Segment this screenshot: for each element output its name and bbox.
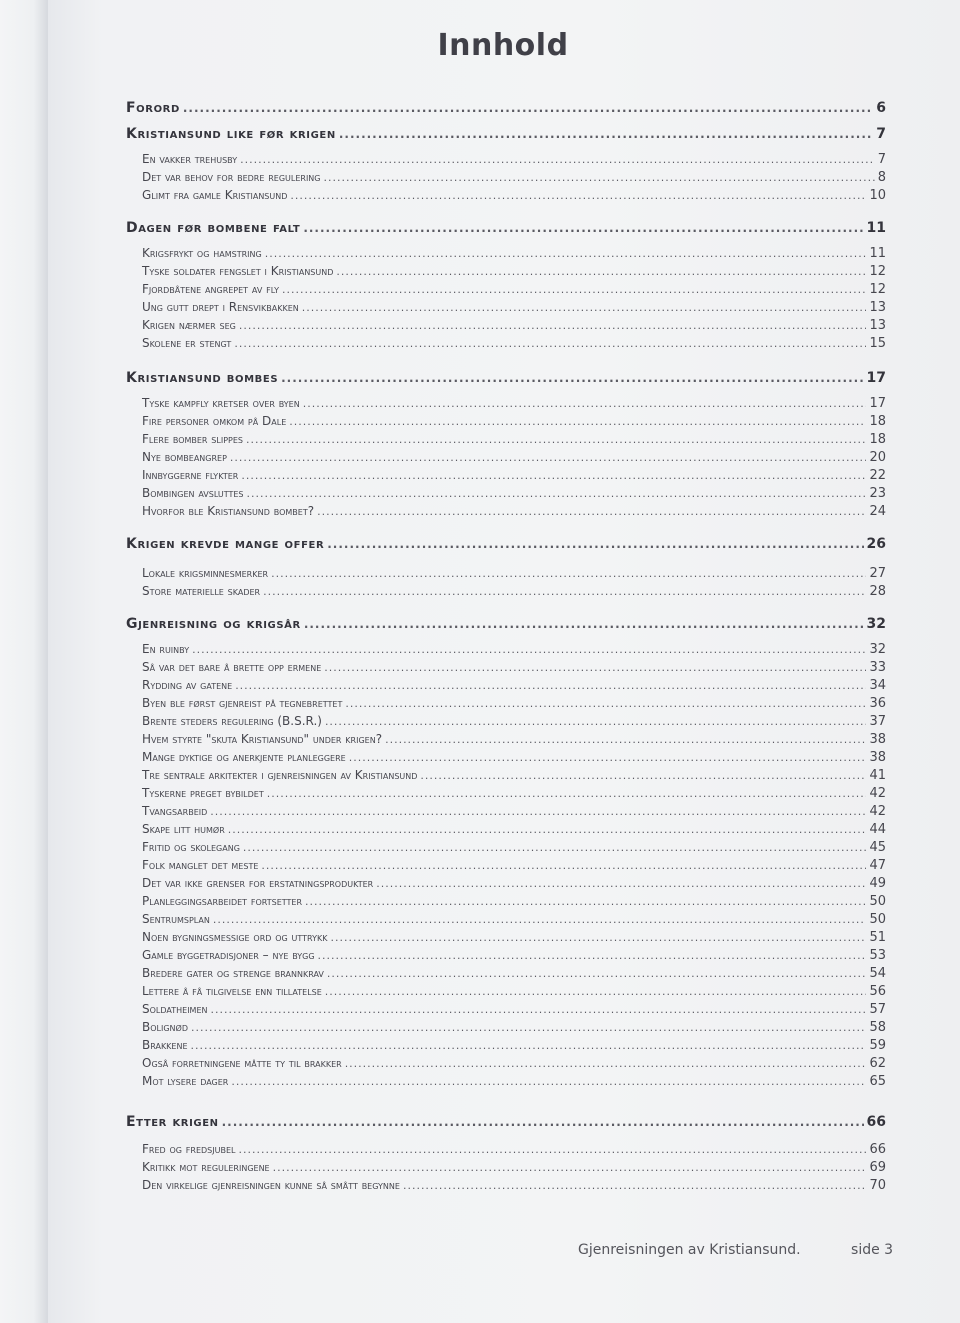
toc-section-entry (142, 984, 886, 999)
toc-entry-page-number: 8 (877, 170, 886, 185)
toc-section-entry (142, 768, 886, 783)
toc-entry-page-number: 41 (869, 768, 886, 783)
toc-section-entry (142, 732, 886, 747)
toc-entry-page-number: 26 (866, 536, 886, 552)
dot-leader (385, 733, 866, 746)
toc-entry-page-number: 10 (869, 188, 886, 203)
toc-entry-label: Mange dyktige og anerkjente planleggere (142, 750, 346, 764)
toc-section-entry (142, 1020, 886, 1035)
dot-leader (327, 967, 867, 980)
toc-entry-page-number: 6 (876, 100, 886, 116)
footer-book-title: Gjenreisningen av Kristiansund. (578, 1242, 801, 1258)
toc-entry-page-number: 32 (869, 642, 886, 657)
toc-section-entry (142, 170, 886, 185)
toc-entry-label: Tyske soldater fengslet i Kristiansund (142, 264, 334, 278)
toc-entry-page-number: 66 (869, 1142, 886, 1157)
dot-leader (403, 1179, 867, 1192)
toc-entry-label: Krigen krevde mange offer (126, 536, 325, 552)
dot-leader (210, 805, 866, 818)
toc-entry-label: Fjordbåtene angrepet av fly (142, 282, 280, 296)
toc-section-entry (142, 696, 886, 711)
toc-entry-page-number: 70 (869, 1178, 886, 1193)
footer-page-number: side 3 (851, 1242, 894, 1258)
toc-entry-page-number: 59 (869, 1038, 886, 1053)
toc-entry-label: Etter krigen (126, 1114, 219, 1130)
dot-leader (241, 469, 866, 482)
toc-entry-label: Hvem styrte "skuta Kristiansund" under krigen? (142, 732, 383, 746)
toc-entry-page-number: 22 (869, 468, 886, 483)
toc-entry-label: Store materielle skader (142, 584, 261, 598)
dot-leader (305, 895, 866, 908)
dot-leader (420, 769, 866, 782)
toc-entry-label: Soldatheimen (142, 1002, 208, 1016)
dot-leader (304, 617, 864, 631)
toc-entry-page-number: 49 (869, 876, 886, 891)
dot-leader (282, 283, 866, 296)
toc-section-entry (142, 1038, 886, 1053)
toc-section-entry (142, 1074, 886, 1089)
toc-entry-label: Hvorfor ble Kristiansund bombet? (142, 504, 315, 518)
toc-entry-label: Sentrumsplan (142, 912, 210, 926)
dot-leader (231, 1075, 866, 1088)
toc-entry-page-number: 23 (869, 486, 886, 501)
dot-leader (213, 913, 867, 926)
toc-section-entry (142, 1002, 886, 1017)
toc-entry-label: Krigen nærmer seg (142, 318, 236, 332)
toc-entry-label: Tre sentrale arkitekter i gjenreisningen av Kristiansund (142, 768, 418, 782)
dot-leader (222, 1115, 864, 1129)
toc-entry-label: Kristiansund like før krigen (126, 126, 336, 142)
toc-entry-page-number: 32 (866, 616, 886, 632)
dot-leader (318, 949, 867, 962)
toc-section-entry (142, 894, 886, 909)
toc-chapter-entry (126, 536, 886, 552)
toc-chapter-entry (126, 616, 886, 632)
dot-leader (235, 679, 866, 692)
toc-entry-page-number: 12 (869, 282, 886, 297)
toc-entry-page-number: 65 (869, 1074, 886, 1089)
dot-leader (267, 787, 867, 800)
toc-entry-label: Kritikk mot reguleringene (142, 1160, 270, 1174)
dot-leader (302, 301, 867, 314)
toc-entry-label: Flere bomber slippes (142, 432, 243, 446)
dot-leader (303, 397, 867, 410)
dot-leader (336, 265, 866, 278)
toc-section-entry (142, 246, 886, 261)
toc-entry-page-number: 28 (869, 584, 886, 599)
toc-entry-page-number: 15 (869, 336, 886, 351)
toc-section-entry (142, 858, 886, 873)
toc-section-entry (142, 414, 886, 429)
toc-entry-label: Bombingen avsluttes (142, 486, 244, 500)
toc-entry-page-number: 66 (866, 1114, 886, 1130)
toc-entry-label: Tyske kampfly kretser over byen (142, 396, 300, 410)
dot-leader (228, 823, 867, 836)
toc-entry-page-number: 42 (869, 786, 886, 801)
toc-section-entry (142, 504, 886, 519)
toc-entry-label: Krigsfrykt og hamstring (142, 246, 262, 260)
toc-entry-label: Fritid og skolegang (142, 840, 240, 854)
toc-section-entry (142, 566, 886, 581)
toc-section-entry (142, 750, 886, 765)
toc-section-entry (142, 642, 886, 657)
toc-entry-page-number: 13 (869, 318, 886, 333)
toc-entry-label: Glimt fra gamle Kristiansund (142, 188, 288, 202)
page-title: Innhold (437, 28, 569, 63)
dot-leader (289, 415, 866, 428)
toc-entry-page-number: 7 (877, 152, 886, 167)
toc-entry-label: Gjenreisning og krigsår (126, 616, 301, 632)
toc-entry-label: Skolene er stengt (142, 336, 232, 350)
toc-entry-label: Gamle byggetradisjoner – nye bygg (142, 948, 315, 962)
dot-leader (376, 877, 866, 890)
toc-entry-page-number: 38 (869, 750, 886, 765)
toc-entry-label: Skape litt humør (142, 822, 225, 836)
toc-entry-label: Også forretningene måtte ty til brakker (142, 1056, 342, 1070)
toc-entry-page-number: 58 (869, 1020, 886, 1035)
toc-entry-page-number: 51 (869, 930, 886, 945)
toc-entry-page-number: 47 (869, 858, 886, 873)
toc-entry-page-number: 50 (869, 912, 886, 927)
toc-entry-page-number: 20 (869, 450, 886, 465)
dot-leader (192, 643, 866, 656)
toc-section-entry (142, 840, 886, 855)
dot-leader (324, 661, 866, 674)
toc-section-entry (142, 486, 886, 501)
toc-entry-page-number: 62 (869, 1056, 886, 1071)
toc-entry-label: Byen ble først gjenreist på tegnebrettet (142, 696, 343, 710)
dot-leader (349, 751, 867, 764)
toc-entry-page-number: 18 (869, 432, 886, 447)
toc-entry-page-number: 18 (869, 414, 886, 429)
toc-section-entry (142, 264, 886, 279)
toc-entry-label: Noen bygningsmessige ord og uttrykk (142, 930, 328, 944)
toc-entry-page-number: 69 (869, 1160, 886, 1175)
toc-entry-page-number: 12 (869, 264, 886, 279)
toc-section-entry (142, 804, 886, 819)
toc-entry-page-number: 57 (869, 1002, 886, 1017)
toc-entry-page-number: 53 (869, 948, 886, 963)
toc-entry-page-number: 37 (869, 714, 886, 729)
toc-entry-label: Tyskerne preget bybildet (142, 786, 264, 800)
toc-entry-label: En vakker trehusby (142, 152, 238, 166)
toc-entry-label: Bredere gater og strenge brannkrav (142, 966, 324, 980)
toc-section-entry (142, 660, 886, 675)
toc-entry-label: Bolignød (142, 1020, 188, 1034)
toc-entry-label: Så var det bare å brette opp ermene (142, 660, 322, 674)
toc-entry-page-number: 33 (869, 660, 886, 675)
dot-leader (325, 985, 867, 998)
toc-section-entry (142, 948, 886, 963)
toc-entry-page-number: 38 (869, 732, 886, 747)
dot-leader (330, 931, 866, 944)
dot-leader (281, 371, 863, 385)
toc-section-entry (142, 966, 886, 981)
toc-section-entry (142, 714, 886, 729)
toc-section-entry (142, 1160, 886, 1175)
dot-leader (191, 1021, 866, 1034)
toc-entry-page-number: 56 (869, 984, 886, 999)
toc-section-entry (142, 1056, 886, 1071)
dot-leader (246, 433, 866, 446)
toc-entry-label: Nye bombeangrep (142, 450, 227, 464)
dot-leader (325, 715, 867, 728)
toc-entry-label: Kristiansund bombes (126, 370, 279, 386)
dot-leader (263, 585, 866, 598)
toc-entry-page-number: 27 (869, 566, 886, 581)
toc-chapter-entry (126, 126, 886, 142)
toc-section-entry (142, 450, 886, 465)
toc-entry-page-number: 11 (866, 220, 886, 236)
dot-leader (317, 505, 866, 518)
toc-entry-label: Den virkelige gjenreisningen kunne så smått begynne (142, 1178, 400, 1192)
toc-section-entry (142, 282, 886, 297)
toc-entry-label: Fred og fredsjubel (142, 1142, 236, 1156)
toc-section-entry (142, 822, 886, 837)
toc-chapter-entry (126, 220, 886, 236)
toc-entry-label: Brakkene (142, 1038, 188, 1052)
dot-leader (234, 337, 866, 350)
toc-entry-page-number: 44 (869, 822, 886, 837)
page-footer (578, 1242, 893, 1258)
toc-section-entry (142, 188, 886, 203)
toc-section-entry (142, 336, 886, 351)
dot-leader (238, 1143, 866, 1156)
toc-section-entry (142, 876, 886, 891)
toc-section-entry (142, 1178, 886, 1193)
dot-leader (265, 247, 867, 260)
toc-entry-page-number: 36 (869, 696, 886, 711)
toc-section-entry (142, 432, 886, 447)
toc-entry-label: Lettere å få tilgivelse enn tillatelse (142, 984, 322, 998)
toc-entry-label: Fire personer omkom på Dale (142, 414, 287, 428)
toc-entry-label: Forord (126, 100, 180, 116)
toc-section-entry (142, 318, 886, 333)
toc-entry-label: Ung gutt drept i Rensvikbakken (142, 300, 299, 314)
toc-entry-label: Lokale krigsminnesmerker (142, 566, 269, 580)
toc-entry-label: Brente steders regulering (B.S.R.) (142, 714, 322, 728)
dot-leader (271, 567, 866, 580)
dot-leader (191, 1039, 867, 1052)
toc-entry-page-number: 7 (876, 126, 886, 142)
toc-section-entry (142, 584, 886, 599)
dot-leader (339, 127, 873, 141)
toc-section-entry (142, 786, 886, 801)
toc-entry-label: Tvangsarbeid (142, 804, 208, 818)
toc-entry-page-number: 11 (869, 246, 886, 261)
dot-leader (243, 841, 867, 854)
toc-section-entry (142, 396, 886, 411)
toc-entry-label: Folk manglet det meste (142, 858, 259, 872)
dot-leader (327, 537, 863, 551)
toc-section-entry (142, 930, 886, 945)
dot-leader (261, 859, 866, 872)
toc-entry-page-number: 50 (869, 894, 886, 909)
toc-chapter-entry (126, 100, 886, 116)
dot-leader (247, 487, 867, 500)
toc-section-entry (142, 912, 886, 927)
dot-leader (324, 171, 875, 184)
toc-entry-label: Innbyggerne flykter (142, 468, 239, 482)
dot-leader (290, 189, 866, 202)
toc-chapter-entry (126, 370, 886, 386)
toc-entry-label: Mot lysere dager (142, 1074, 229, 1088)
toc-chapter-entry (126, 1114, 886, 1130)
toc-entry-page-number: 17 (869, 396, 886, 411)
toc-entry-page-number: 54 (869, 966, 886, 981)
dot-leader (240, 153, 875, 166)
toc-entry-page-number: 24 (869, 504, 886, 519)
book-binding-gutter (0, 0, 48, 1323)
toc-entry-label: Dagen før bombene falt (126, 220, 301, 236)
toc-entry-label: Det var ikke grenser for erstatningsprodukter (142, 876, 374, 890)
dot-leader (183, 101, 873, 115)
dot-leader (303, 221, 863, 235)
dot-leader (273, 1161, 867, 1174)
toc-entry-page-number: 45 (869, 840, 886, 855)
dot-leader (239, 319, 867, 332)
toc-entry-label: En ruinby (142, 642, 190, 656)
toc-section-entry (142, 468, 886, 483)
dot-leader (230, 451, 867, 464)
toc-section-entry (142, 300, 886, 315)
toc-entry-page-number: 13 (869, 300, 886, 315)
dot-leader (211, 1003, 867, 1016)
dot-leader (345, 697, 866, 710)
toc-section-entry (142, 152, 886, 167)
toc-section-entry (142, 678, 886, 693)
dot-leader (345, 1057, 867, 1070)
toc-entry-page-number: 17 (866, 370, 886, 386)
toc-entry-label: Rydding av gatene (142, 678, 233, 692)
toc-section-entry (142, 1142, 886, 1157)
toc-entry-label: Planleggingsarbeidet fortsetter (142, 894, 303, 908)
toc-entry-page-number: 34 (869, 678, 886, 693)
toc-entry-page-number: 42 (869, 804, 886, 819)
toc-entry-label: Det var behov for bedre regulering (142, 170, 321, 184)
